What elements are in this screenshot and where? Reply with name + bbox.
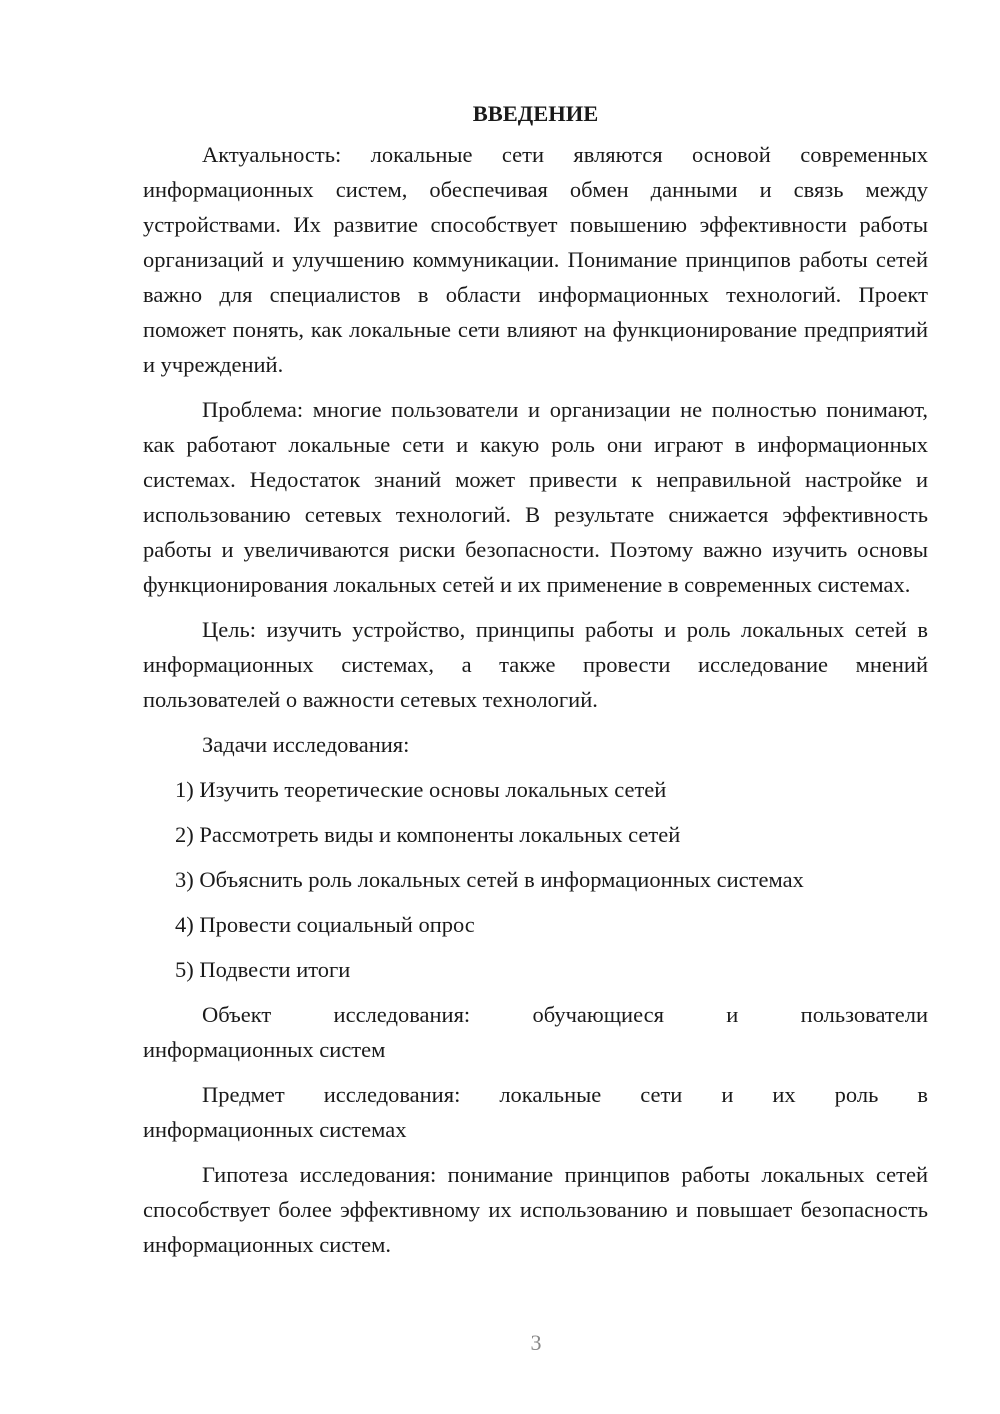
tasks-intro: Задачи исследования: xyxy=(202,732,410,757)
paragraph-goal: Цель: изучить устройство, принципы работы и роль локальных сетей в информационных системах, а также провести исследование мнений пользователей о важности сетевых технологий. xyxy=(143,617,928,712)
task-item: 4) Провести социальный опрос xyxy=(175,912,475,937)
paragraph-problem: Проблема: многие пользователи и организации не полностью понимают, как работают локальные сети и какую роль они играют в информационных системах. Недостаток знаний может привести к неправильной настройке и использованию сетевых технологий. В результате снижается эффективность работы и увеличиваются риски безопасности. Поэтому важно изучить основы функционирования локальных сетей и их применение в современных системах. xyxy=(143,397,928,597)
page-content xyxy=(143,96,928,1272)
object-line-1: Объект исследования: обучающиеся и пользователи xyxy=(202,1002,928,1027)
paragraph-hypothesis: Гипотеза исследования: понимание принципов работы локальных сетей способствует более эффективному их использованию и повышает безопасность информационных систем. xyxy=(143,1162,928,1257)
task-item: 5) Подвести итоги xyxy=(175,957,351,982)
task-item: 2) Рассмотреть виды и компоненты локальных сетей xyxy=(175,822,681,847)
task-list xyxy=(143,772,928,987)
section-heading: ВВЕДЕНИЕ xyxy=(472,101,599,126)
subject-line-2: информационных системах xyxy=(143,1117,407,1142)
task-item: 1) Изучить теоретические основы локальных сетей xyxy=(175,777,667,802)
paragraph-relevance: Актуальность: локальные сети являются основой современных информационных систем, обеспечивая обмен данными и связь между устройствами. Их развитие способствует повышению эффективности работы организаций и улучшению коммуникации. Понимание принципов работы сетей важно для специалистов в области информационных технологий. Проект поможет понять, как локальные сети влияют на функционирование предприятий и учреждений. xyxy=(143,142,928,377)
page-number: 3 xyxy=(530,1330,542,1355)
task-item: 3) Объяснить роль локальных сетей в информационных системах xyxy=(175,867,804,892)
subject-line-1: Предмет исследования: локальные сети и их роль в xyxy=(202,1082,928,1107)
object-line-2: информационных систем xyxy=(143,1037,386,1062)
